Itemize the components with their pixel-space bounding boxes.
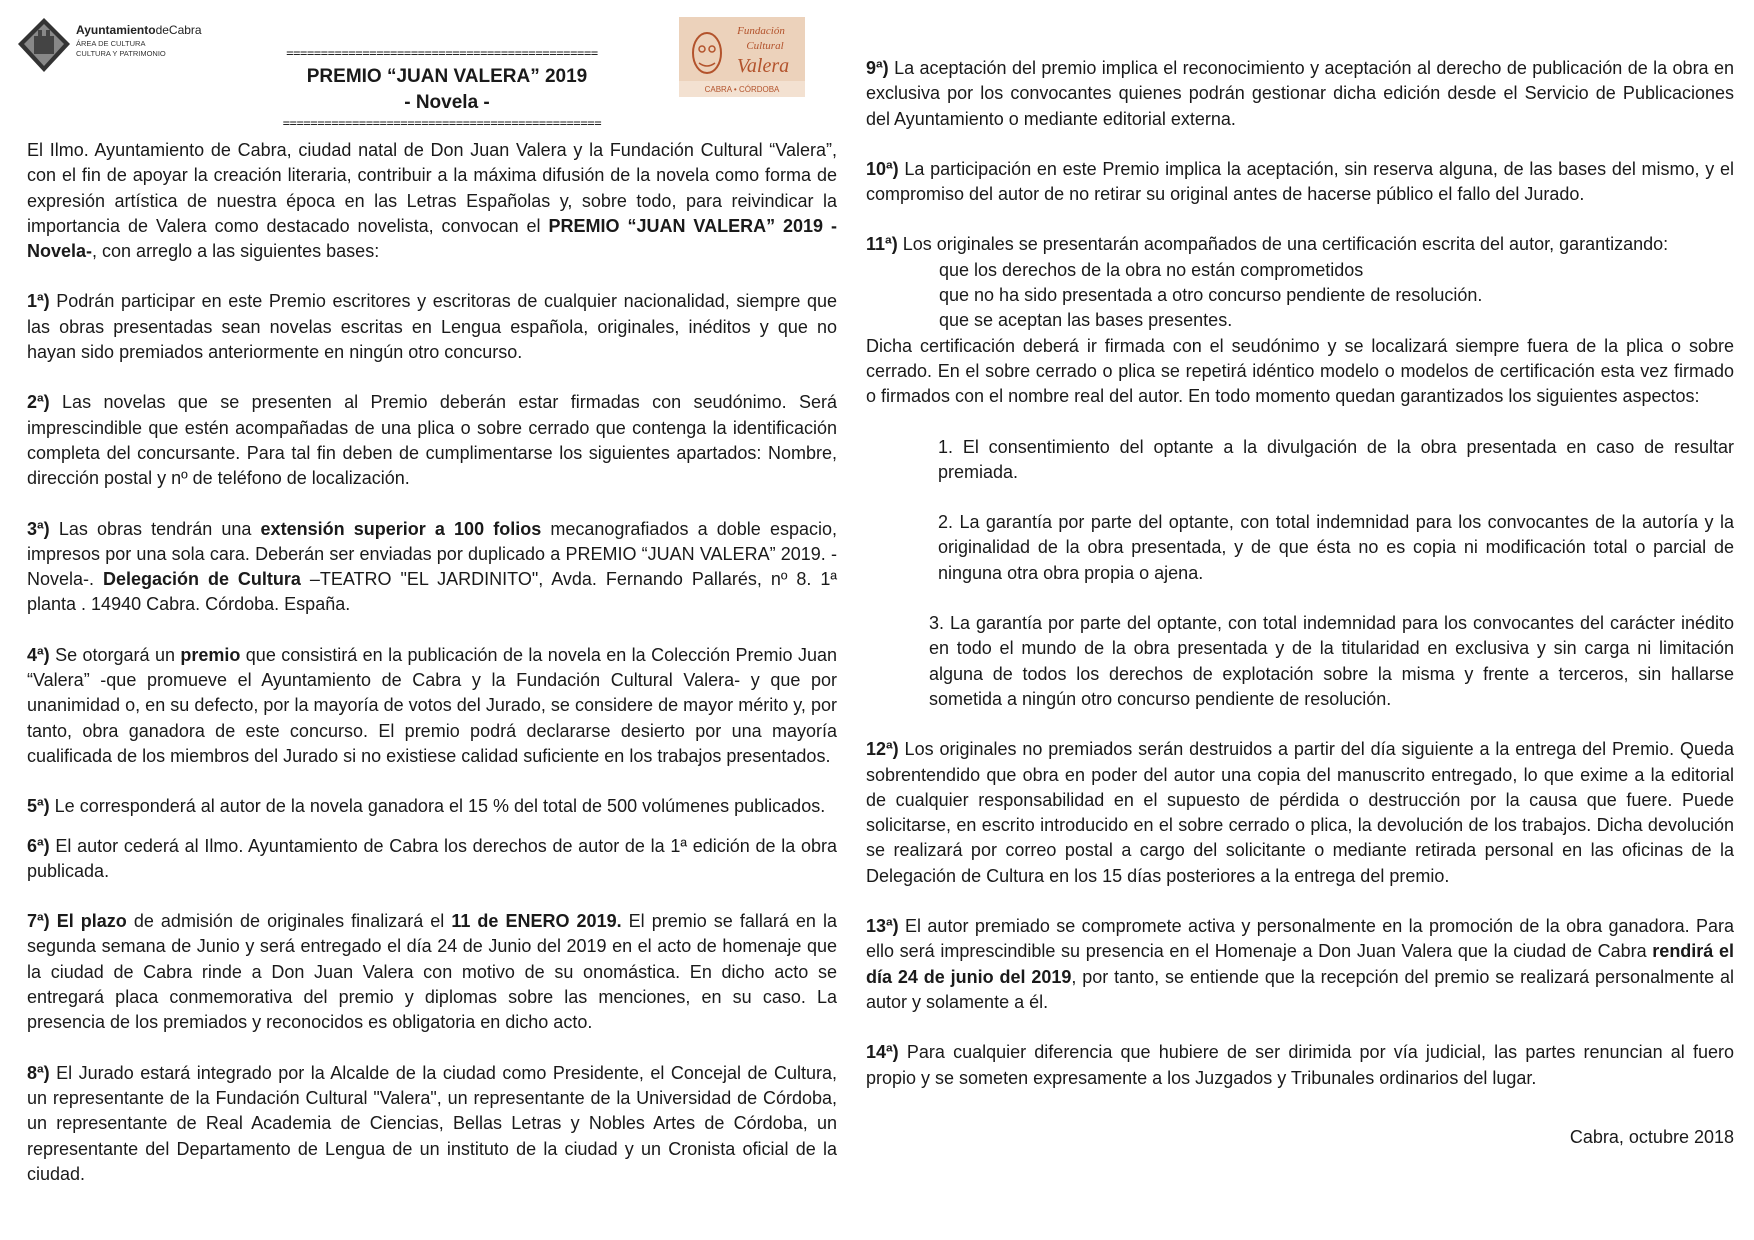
base-7: 7ª) El plazo de admisión de originales finalizará el 11 de ENERO 2019. El premio se fallará en la segunda semana de Junio y será entregado el día 24 de Junio del 2019 en el acto de homenaje que la ciudad de Cabra rinde a Don Juan Valera con motivo de su onomástica. En dicho acto se entregará placa conmemorativa del premio y diplomas sobre las menciones, en su caso. La presencia de los premiados y reconocidos es obligatoria en dicho acto. — [27, 911, 837, 1033]
right-column — [866, 0, 1734, 1150]
base-1: 1ª) Podrán participar en este Premio escritores y escritoras de cualquier nacionalidad, siempre que las obras presentadas sean novelas escritas en Lengua española, originales, inéditos y que no hayan sido premiados anteriormente en ningún otro concurso. — [27, 291, 837, 363]
ayto-name-2: deCabra — [155, 23, 202, 37]
base-12: 12ª) Los originales no premiados serán destruidos a partir del día siguiente a la entrega del Premio. Queda sobrentendido que obra en poder del autor una copia del manuscrito entregado, lo que exime a la editorial de cualquier responsabilidad en el supuesto de pérdida o destrucción por la causa que fuere. Puede solicitarse, en escrito introducido en el sobre cerrado o plica, la devolución de los trabajos. Dicha devolución se realizará por correo postal a cargo del solicitante o mediante retirada personal en las oficinas de la Delegación de Cultura en los 15 días posteriores a la entrega del premio. — [866, 739, 1734, 886]
base-5: 5ª) Le corresponderá al autor de la novela ganadora el 15 % del total de 500 volúmenes publicados. — [27, 796, 826, 817]
fundacion-text-4: CABRA • CÓRDOBA — [704, 85, 780, 94]
intro-bold: PREMIO “JUAN VALERA” 2019 -Novela- — [27, 215, 837, 262]
ayto-name-1: Ayuntamiento — [76, 23, 156, 37]
base-13: 13ª) El autor premiado se compromete activa y personalmente en la promoción de la obra ganadora. Para ello será imprescindible su presencia en el Homenaje a Don Juan Valera que la ciudad de Cabra rendirá el día 24 de junio del 2019, por tanto, se entiende que la recepción del premio se realizará personalmente al autor y solamente a él. — [866, 916, 1734, 1012]
ayto-sub-1: ÁREA DE CULTURA — [76, 39, 146, 48]
base-4: 4ª) Se otorgará un premio que consistirá en la publicación de la novela en la Colección Premio Juan “Valera” -que promueve el Ayuntamiento de Cabra y la Fundación Cultural Valera- y que por unanimidad o, en su defecto, por la mayoría de votos del Jurado, se considere de mayor mérito y, por tanto, obra ganadora de este concurso. El premio podrá declararse desierto por una mayoría cualificada de los miembros del Jurado si no existiese calidad suficiente en los trabajos presentados. — [27, 644, 837, 766]
base-8: 8ª) El Jurado estará integrado por la Alcalde de la ciudad como Presidente, el Concejal de Cultura, un representante de la Fundación Cultural "Valera", un representante de la Universidad de Córdoba, un representante de Real Academia de Ciencias, Bellas Letras y Nobles Artes de Córdoba, un representante del Departamento de Lengua de un instituto de la ciudad y un Cronista oficial de la ciudad. — [27, 1062, 837, 1184]
separator-bottom: ============================================== — [282, 116, 602, 130]
base-11-certification: Dicha certificación deberá ir firmada con el seudónimo y se localizará siempre fuera de la plica o sobre cerrado. En el sobre cerrado o plica se repetirá idéntico modelo o modelos de certificación esta vez firmado o firmados con el nombre real del autor. En todo momento quedan garantizados los siguientes aspectos: — [866, 335, 1734, 407]
intro-paragraph: El Ilmo. Ayuntamiento de Cabra, ciudad natal de Don Juan Valera y la Fundación Cultural “Valera”, con el fin de apoyar la creación literaria, contribuir a la máxima difusión de la novela como forma de expresión artística de nuestra época en las Letras Españolas y, sobre todo, para reivindicar la importancia de Valera como destacado novelista, convocan el PREMIO “JUAN VALERA” 2019 -Novela-, con arreglo a las siguientes bases: — [27, 140, 837, 262]
page-subtitle: - Novela - — [404, 92, 490, 113]
fundacion-text-1: Fundación — [737, 25, 785, 37]
base-11-item-1: que los derechos de la obra no están comprometidos — [939, 259, 1364, 280]
base-3: 3ª) Las obras tendrán una extensión superior a 100 folios mecanografiados a doble espacio, impresos por una sola cara. Deberán ser enviadas por duplicado a PREMIO “JUAN VALERA” 2019. -Novela-. Delegación de Cultura –TEATRO "EL JARDINITO", Avda. Fernando Pallarés, nº 8. 1ª planta . 14940 Cabra. Córdoba. España. — [27, 518, 837, 615]
signature-date: Cabra, octubre 2018 — [1569, 1126, 1734, 1147]
base-11-aspect-3: 3. La garantía por parte del optante, con total indemnidad para los convocantes del carácter inédito en todo el mundo de la obra presentada y de la titularidad en exclusiva y sin carga ni limitación alguna de todos los derechos de explotación sobre la misma y frente a terceros, sin hallarse sometida a ningún otro concurso pendiente de resolución. — [929, 613, 1734, 709]
base-11: 11ª) Los originales se presentarán acompañados de una certificación escrita del autor, garantizando: — [866, 234, 1669, 255]
base-10: 10ª) La participación en este Premio implica la aceptación, sin reserva alguna, de las bases del mismo, y el compromiso del autor de no retirar su original antes de hacerse público el fallo del Jurado. — [866, 158, 1734, 205]
base-11-aspect-1: 1. El consentimiento del optante a la divulgación de la obra presentada en caso de resultar premiada. — [938, 436, 1734, 482]
base-2: 2ª) Las novelas que se presenten al Premio deberán estar firmadas con seudónimo. Será imprescindible que estén acompañadas de una plica o sobre cerrado que contenga la identificación completa del concursante. Para tal fin deben de cumplimentarse los siguientes apartados: Nombre, dirección postal y nº de teléfono de localización. — [27, 392, 837, 489]
base-14: 14ª) Para cualquier diferencia que hubiere de ser dirimida por vía judicial, las partes renuncian al fuero propio y se someten expresamente a los Juzgados y Tribunales ordinarios del lugar. — [866, 1042, 1734, 1088]
ayto-sub-2: CULTURA Y PATRIMONIO — [76, 49, 166, 58]
left-column — [27, 0, 837, 1187]
base-11-item-2: que no ha sido presentada a otro concurso pendiente de resolución. — [939, 285, 1483, 306]
base-9: 9ª) La aceptación del premio implica el reconocimiento y aceptación al derecho de publicación de la obra en exclusiva por los convocantes quienes podrán gestionar dicha edición desde el Servicio de Publicaciones del Ayuntamiento o mediante editorial externa. — [866, 58, 1734, 129]
fundacion-text-2: Cultural — [746, 40, 784, 52]
base-11-item-3: que se aceptan las bases presentes. — [939, 310, 1233, 331]
base-11-aspect-2: 2. La garantía por parte del optante, con total indemnidad para los convocantes de la autoría y la originalidad de la obra presentada, y de que ésta no es copia ni modificación total o parcial de ninguna otra obra propia o ajena. — [938, 512, 1734, 583]
page-title: PREMIO “JUAN VALERA” 2019 — [306, 66, 588, 87]
separator-top: ============================================= — [286, 46, 598, 60]
fundacion-text-3: Valera — [736, 55, 790, 77]
base-6: 6ª) El autor cederá al Ilmo. Ayuntamiento de Cabra los derechos de autor de la 1ª edición de la obra publicada. — [27, 835, 837, 881]
